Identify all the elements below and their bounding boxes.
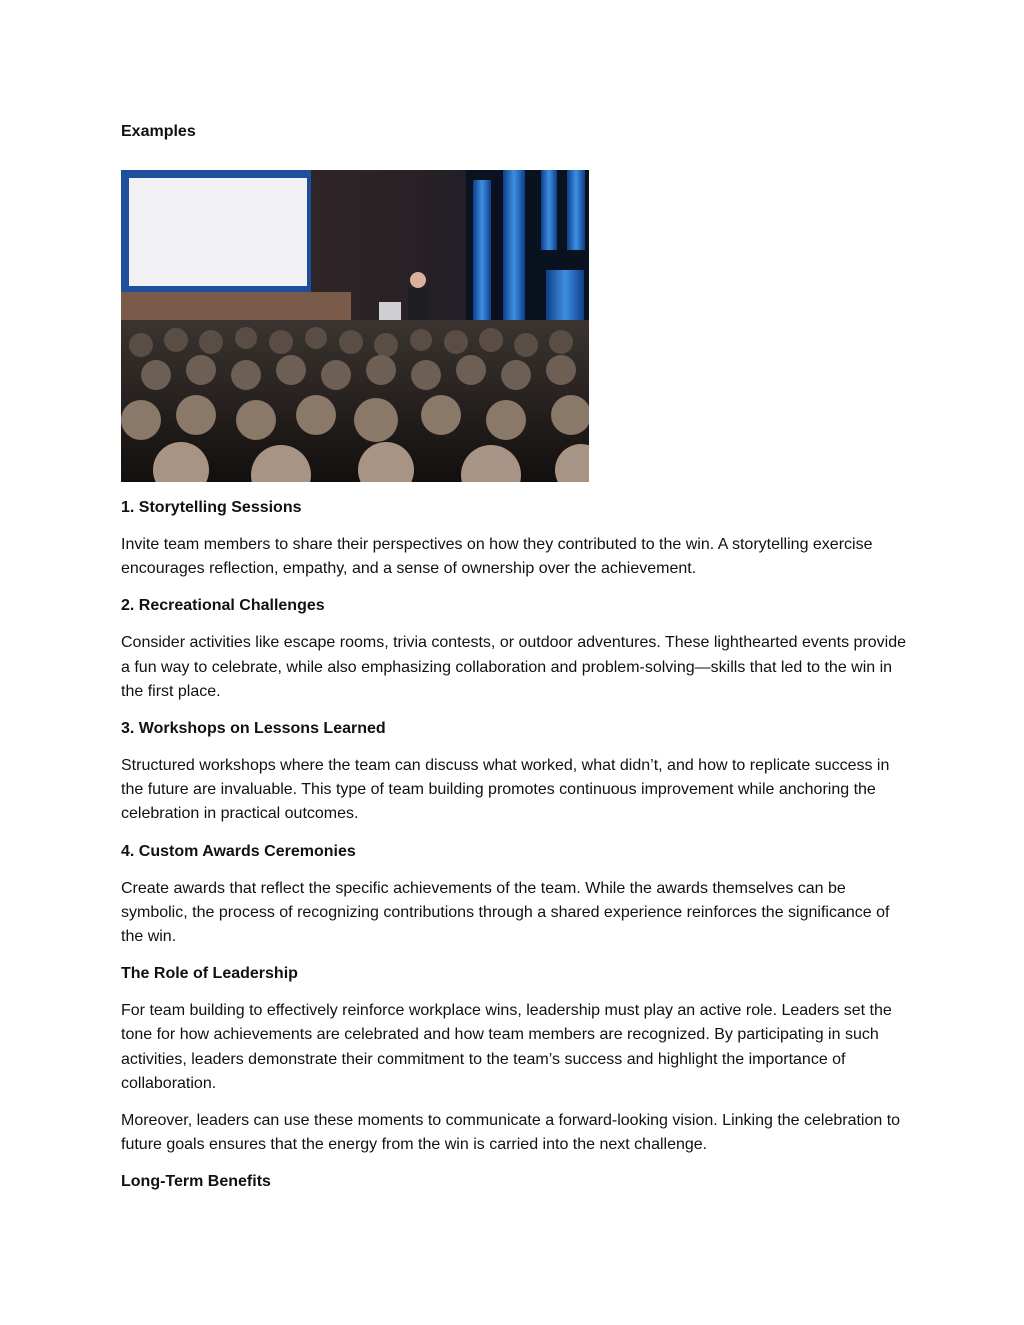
benefits-heading: Long-Term Benefits [121,1173,271,1191]
example-body-4: Create awards that reflect the specific achievements of the team. While the awards themselves can be symbolic, the process of recognizing contributions through a shared experience reinforces the significance of the win. [121,879,890,946]
speaker-head [410,272,426,288]
example-body-1: Invite team members to share their perspectives on how they contributed to the win. A storytelling exercise encourages reflection, empathy, and a sense of ownership over the achievement. [121,536,873,578]
example-heading-2: 2. Recreational Challenges [121,597,325,615]
example-body-2: Consider activities like escape rooms, trivia contests, or outdoor adventures. These lighthearted events provide a fun way to celebrate, while also emphasizing collaboration and problem-solving—skills that led to the win in the first place. [121,634,906,700]
examples-list [121,496,906,949]
leadership-heading: The Role of Leadership [121,965,298,983]
example-heading-1: 1. Storytelling Sessions [121,499,302,516]
leadership-paragraph-2: Moreover, leaders can use these moments to communicate a forward-looking vision. Linking the celebration to future goals ensures that the energy from the win is carried into the next challenge. [121,1112,901,1154]
example-heading-4: 4. Custom Awards Ceremonies [121,842,356,860]
conference-photo [121,170,589,482]
document-page [121,120,906,1207]
section-title: Examples [121,123,196,140]
example-heading-3: 3. Workshops on Lessons Learned [121,720,386,738]
example-body-3: Structured workshops where the team can discuss what worked, what didn’t, and how to replicate success in the future are invaluable. This type of team building promotes continuous improvement while anchoring the celebration in practical outcomes. [121,757,890,823]
projector-screen [129,178,307,286]
leadership-paragraph-1: For team building to effectively reinforce workplace wins, leadership must play an active role. Leaders set the tone for how achievements are celebrated and how team members are recognized. By participating in such activities, leaders demonstrate their commitment to the team’s success and highlight the importance of collaboration. [121,1002,892,1092]
